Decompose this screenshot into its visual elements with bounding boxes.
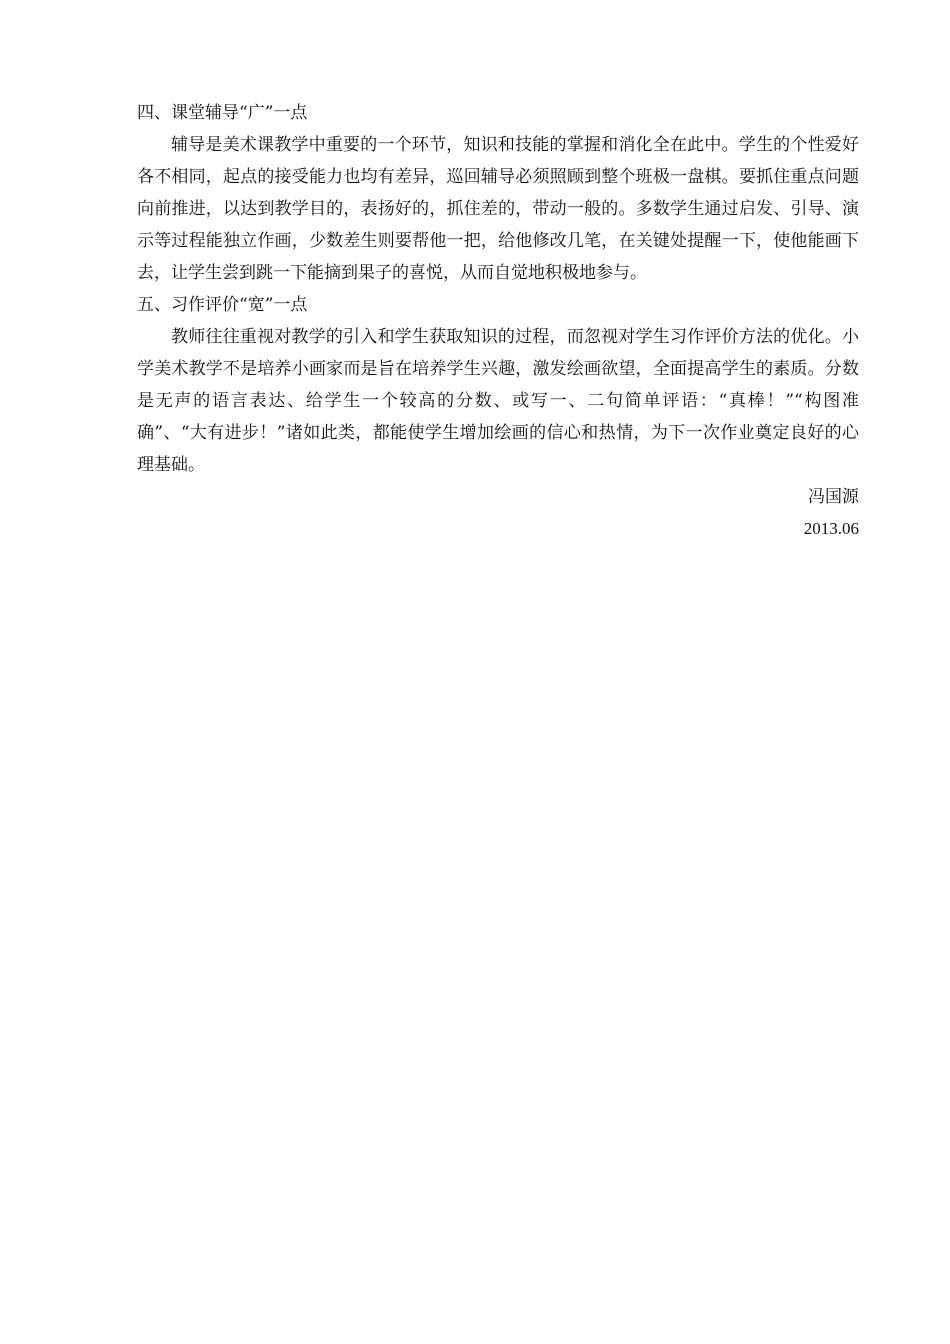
section-paragraph-5: 教师往往重视对教学的引入和学生获取知识的过程，而忽视对学生习作评价方法的优化。小学美术教学不是培养小画家而是旨在培养学生兴趣，激发绘画欲望，全面提高学生的素质。分数是无声的语言表达、给学生一个较高的分数、或写一、二句简单评语：“真棒！”“构图准确”、“大有进步！”诸如此类，都能使学生增加绘画的信心和热情，为下一次作业奠定良好的心理基础。 — [137, 327, 859, 475]
section-paragraph-4: 辅导是美术课教学中重要的一个环节，知识和技能的掌握和消化全在此中。学生的个性爱好各不相同，起点的接受能力也均有差异，巡回辅导必须照顾到整个班极一盘棋。要抓住重点问题向前推进，以达到教学目的，表扬好的，抓住差的，带动一般的。多数学生通过启发、引导、演示等过程能独立作画，少数差生则要帮他一把，给他修改几笔，在关键处提醒一下，使他能画下去，让学生尝到跳一下能摘到果子的喜悦，从而自觉地积极地参与。 — [137, 135, 859, 283]
document-date: 2013.06 — [803, 519, 859, 538]
author-signature: 冯国源 — [808, 487, 859, 507]
section-heading-5: 五、习作评价“宽”一点 — [137, 295, 308, 315]
section-heading-4: 四、课堂辅导“广”一点 — [137, 103, 308, 123]
document-body — [137, 97, 859, 545]
